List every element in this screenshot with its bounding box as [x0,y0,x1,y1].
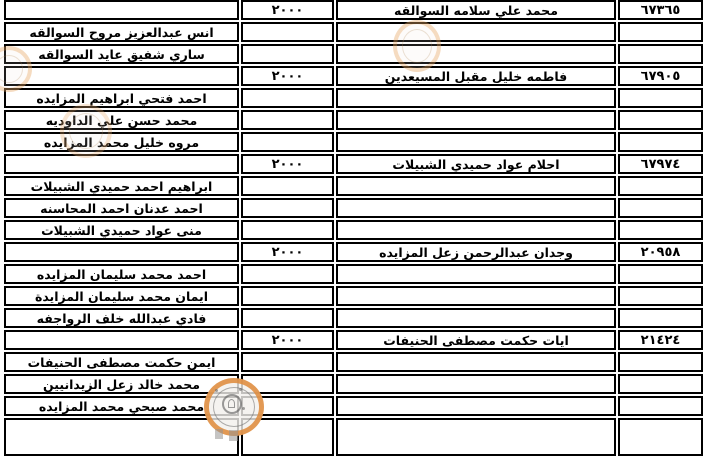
application-number-cell [618,176,703,196]
table-row [4,286,703,306]
applicant-name-cell [336,176,616,196]
table-row [4,22,703,42]
application-number-cell [618,198,703,218]
seal-lower-fragment [229,430,238,441]
application-number-cell [618,396,703,416]
applicant-name-cell [336,198,616,218]
amount-cell [241,132,334,152]
applicant-name-cell [336,396,616,416]
applicant-name-cell [336,110,616,130]
applicant-name-cell [336,44,616,64]
member-name-cell: ايمان محمد سليمان المزايدة [4,286,239,306]
application-number-cell: ٦٧٩٠٥ [618,66,703,86]
member-name-cell [4,0,239,20]
member-name-cell: فادي عبدالله خلف الرواجفه [4,308,239,328]
application-number-cell [618,132,703,152]
member-name-cell: ابراهيم احمد حميدي الشبيلات [4,176,239,196]
member-name-cell: احمد محمد سليمان المزايده [4,264,239,284]
watermark-seal-mid-left [60,104,112,158]
watermark-inner-ring [402,29,432,63]
application-number-cell [618,88,703,108]
member-name-cell: ايمن حكمت مصطفى الحنيفات [4,352,239,372]
application-number-cell [618,352,703,372]
application-number-cell [618,220,703,240]
member-name-cell [4,66,239,86]
amount-cell [241,176,334,196]
table-row [4,242,703,262]
application-number-cell [618,308,703,328]
amount-cell [241,88,334,108]
member-name-cell [4,330,239,350]
applicant-name-cell [336,418,616,456]
amount-cell [241,286,334,306]
amount-cell [241,198,334,218]
table-row [4,330,703,350]
official-seal-stamp-icon [204,378,264,436]
amount-cell [241,22,334,42]
applicant-name-cell: محمد علي سلامه السوالقه [336,0,616,20]
table-row [4,308,703,328]
application-number-cell: ٦٧٩٧٤ [618,154,703,174]
table-row [4,396,703,416]
member-name-cell: مروه خليل محمد المزايده [4,132,239,152]
seal-mark [239,388,242,391]
member-name-cell [4,418,239,456]
application-number-cell [618,264,703,284]
amount-cell: ٢٠٠٠ [241,0,334,20]
member-name-cell [4,154,239,174]
application-number-cell: ٦٧٣٦٥ [618,0,703,20]
application-number-cell [618,44,703,64]
table-row [4,374,703,394]
watermark-seal-top [393,20,441,72]
applicant-name-cell [336,132,616,152]
applicant-name-cell [336,220,616,240]
table-row [4,352,703,372]
applicant-name-cell [336,308,616,328]
watermark-inner-ring [0,55,23,83]
applicant-name-cell [336,88,616,108]
seal-mark [215,389,218,392]
amount-cell: ٢٠٠٠ [241,154,334,174]
member-name-cell: ساري شفيق عايد السوالقه [4,44,239,64]
member-name-cell: محمد صبحي محمد المزايده [4,396,239,416]
table-row [4,418,703,456]
seal-mark [242,407,245,410]
applicant-name-cell [336,352,616,372]
table-row [4,44,703,64]
member-name-cell: محمد خالد زعل الزيدانيين [4,374,239,394]
table-row [4,264,703,284]
applicant-name-cell: فاطمه خليل مقبل المسيعدين [336,66,616,86]
table-row [4,220,703,240]
table-row [4,0,703,20]
seal-emblem [222,394,242,414]
application-number-cell: ٢٠٩٥٨ [618,242,703,262]
amount-cell [241,308,334,328]
application-number-cell: ٢١٤٢٤ [618,330,703,350]
table-row [4,154,703,174]
table-row [4,66,703,86]
member-name-cell: احمد عدنان احمد المحاسنه [4,198,239,218]
member-name-cell: احمد فتحي ابراهيم المزايده [4,88,239,108]
applicant-name-cell: وجدان عبدالرحمن زعل المزايده [336,242,616,262]
applicant-name-cell [336,264,616,284]
applicant-name-cell: ايات حكمت مصطفى الحنيفات [336,330,616,350]
beneficiaries-table-body [4,0,703,456]
watermark-inner-ring [69,113,103,149]
applicant-name-cell [336,22,616,42]
table-row [4,176,703,196]
applicant-name-cell [336,286,616,306]
amount-cell: ٢٠٠٠ [241,330,334,350]
member-name-cell: منى عواد حميدي الشبيلات [4,220,239,240]
seal-lower-fragment [215,429,223,439]
amount-cell [241,352,334,372]
applicant-name-cell: احلام عواد حميدي الشبيلات [336,154,616,174]
amount-cell: ٢٠٠٠ [241,66,334,86]
amount-cell: ٢٠٠٠ [241,242,334,262]
applicant-name-cell [336,374,616,394]
beneficiaries-table [2,0,703,456]
table-row [4,198,703,218]
member-name-cell: انس عبدالعزيز مروح السوالقه [4,22,239,42]
member-name-cell: محمد حسن علي الداوديه [4,110,239,130]
application-number-cell [618,22,703,42]
amount-cell [241,110,334,130]
application-number-cell [618,110,703,130]
application-number-cell [618,286,703,306]
application-number-cell [618,374,703,394]
table-row [4,88,703,108]
amount-cell [241,44,334,64]
member-name-cell [4,242,239,262]
amount-cell [241,220,334,240]
amount-cell [241,264,334,284]
application-number-cell [618,418,703,456]
